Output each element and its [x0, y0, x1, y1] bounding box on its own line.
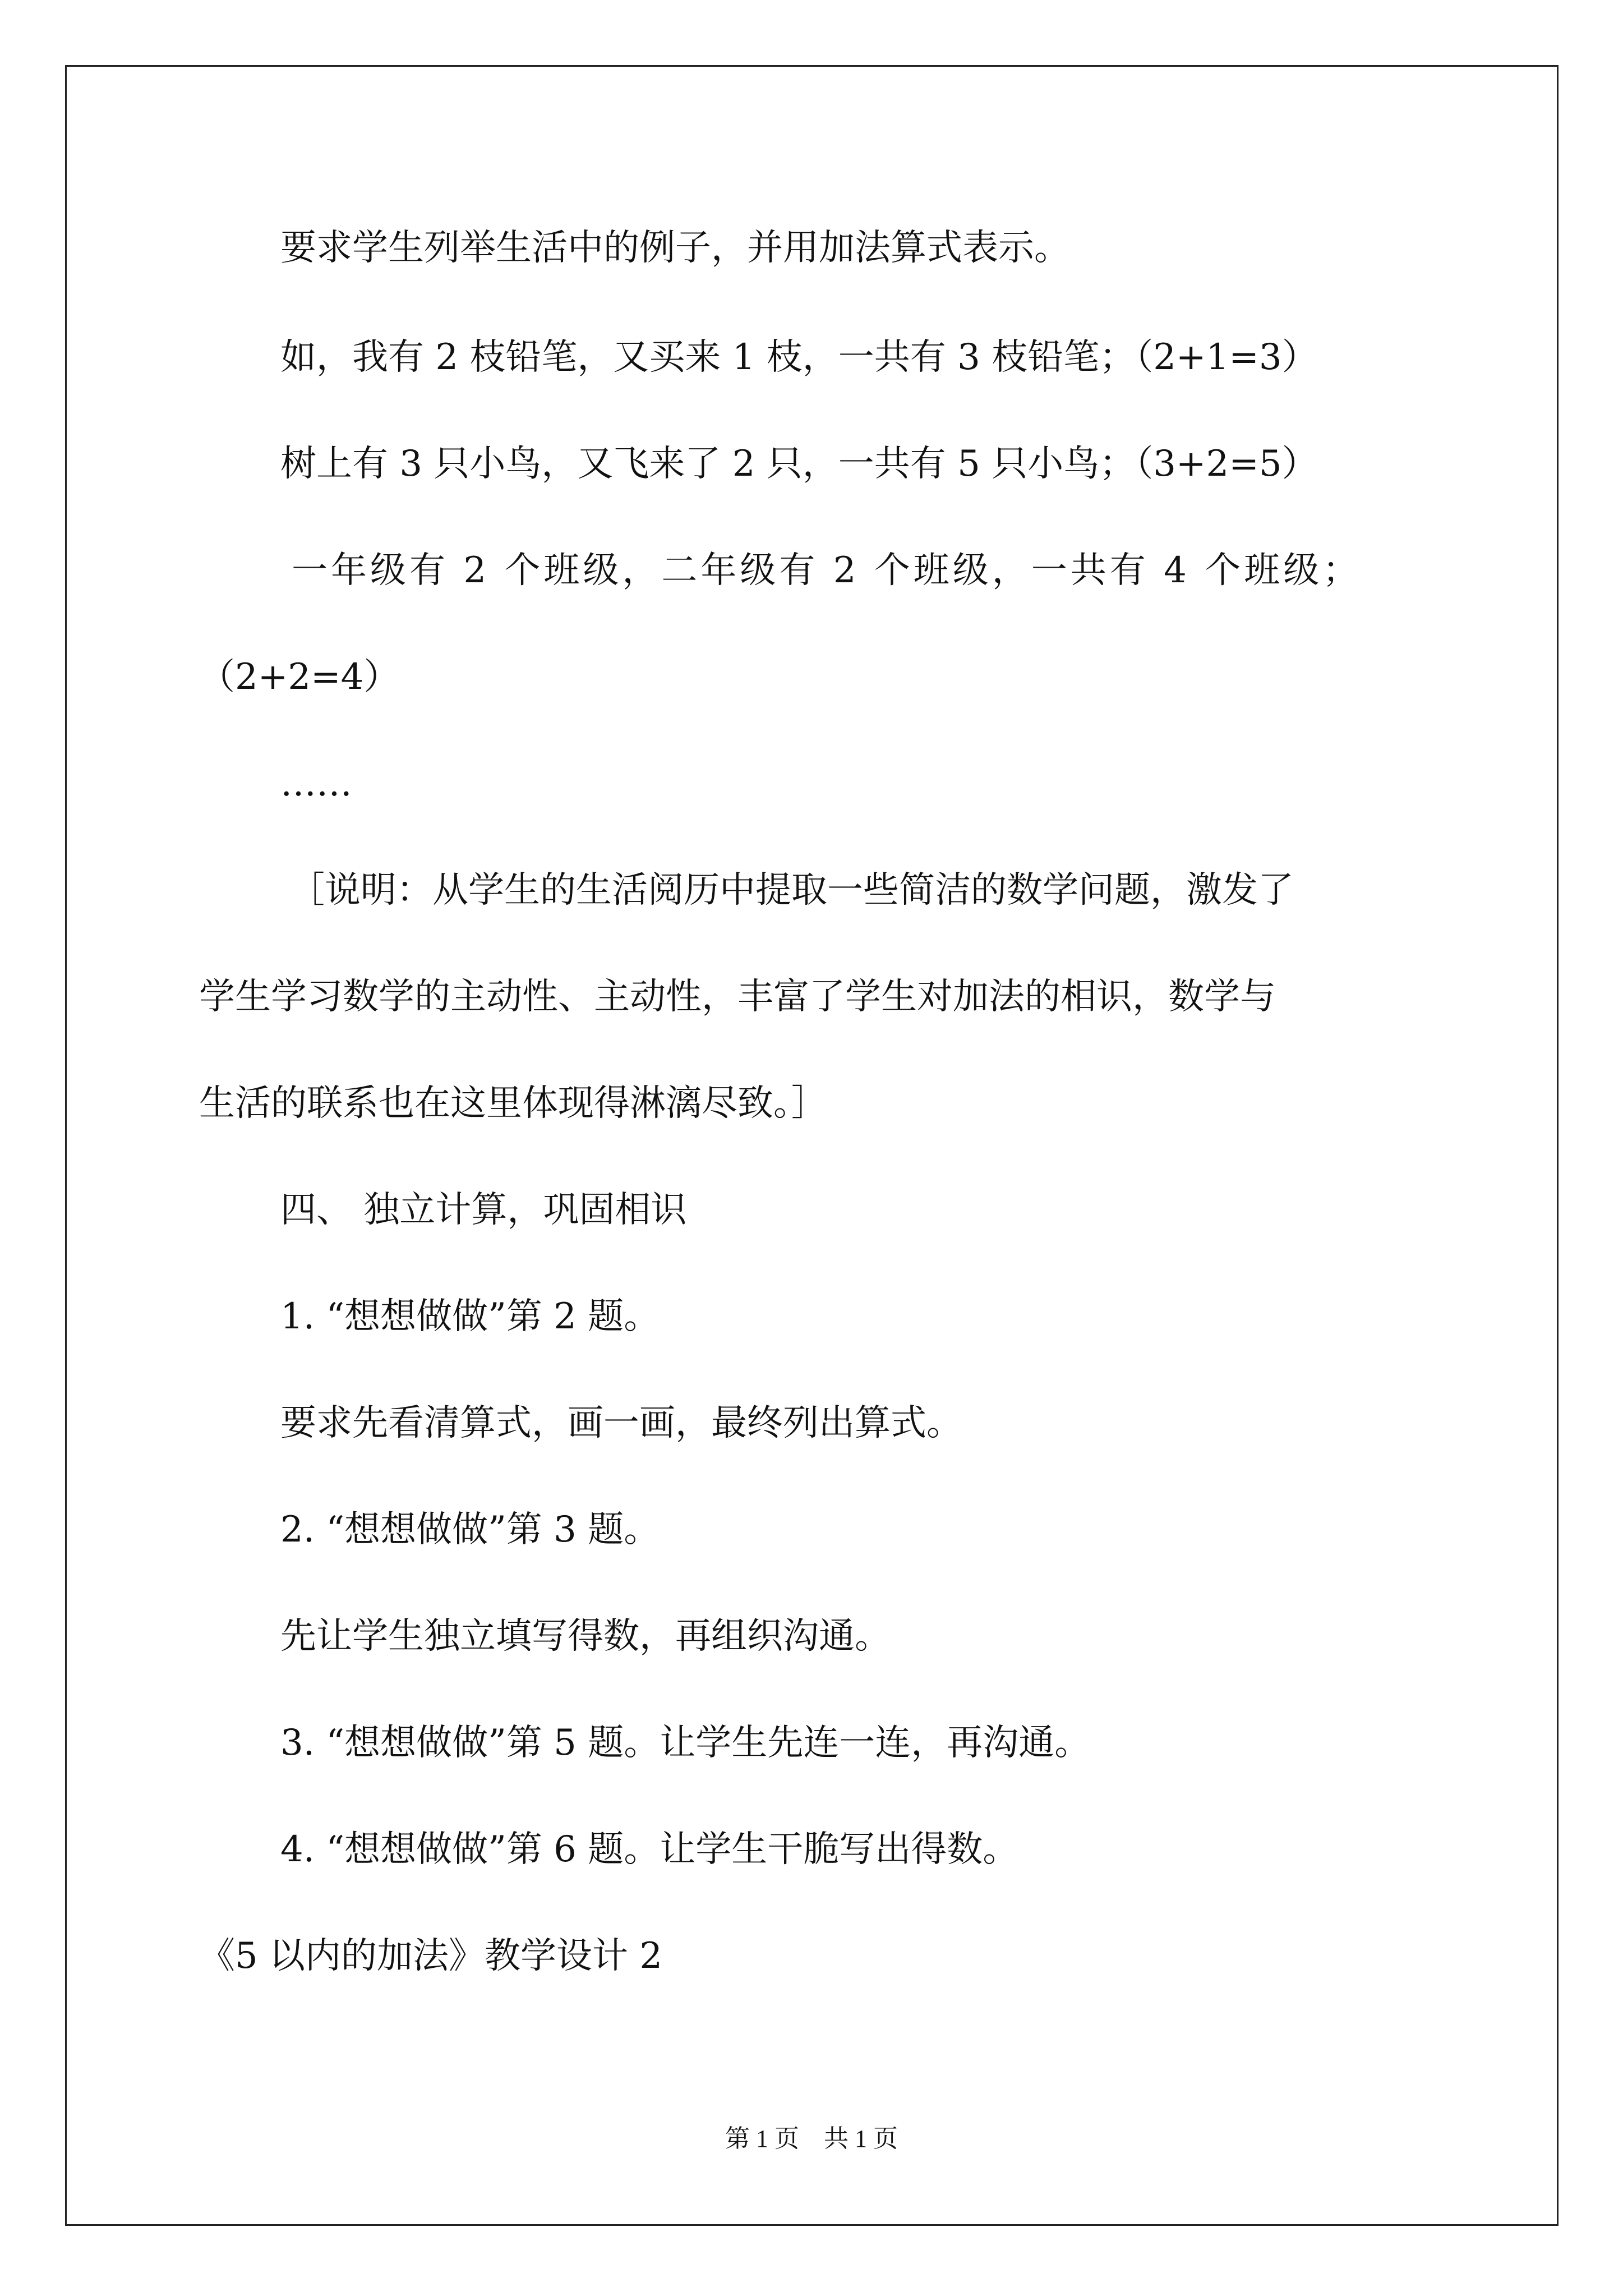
text-line: 树上有 3 只小鸟，又飞来了 2 只，一共有 5 只小鸟；（3+2=5）	[280, 443, 1318, 485]
text-line: 如，我有 2 枝铅笔，又买来 1 枝，一共有 3 枝铅笔；（2+1=3）	[280, 337, 1318, 378]
text-line: 先让学生独立填写得数，再组织沟通。	[280, 1616, 891, 1657]
text-line: （2+2=4）	[199, 656, 400, 698]
page-border	[65, 65, 1559, 2226]
ellipsis: ……	[280, 763, 352, 804]
text-line: 要求先看清算式，画一画，最终列出算式。	[280, 1402, 962, 1444]
text-line: 要求学生列举生活中的例子，并用加法算式表示。	[280, 227, 1070, 269]
section-heading: 四、 独立计算，巩固相识	[280, 1189, 687, 1231]
text-line: 一年级有 2 个班级，二年级有 2 个班级，一共有 4 个班级；	[292, 550, 1362, 591]
text-line: 3. “想想做做”第 5 题。让学生先连一连，再沟通。	[280, 1722, 1091, 1764]
text-line: 学生学习数学的主动性、主动性，丰富了学生对加法的相识，数学与	[199, 976, 1276, 1018]
text-line: 4. “想想做做”第 6 题。让学生干脆写出得数。	[280, 1829, 1019, 1870]
document-subtitle: 《5 以内的加法》教学设计 2	[199, 1935, 663, 1977]
text-line: 2. “想想做做”第 3 题。	[280, 1509, 660, 1550]
text-line: ［说明：从学生的生活阅历中提取一些简洁的数学问题，激发了	[289, 869, 1294, 911]
text-line: 生活的联系也在这里体现得淋漓尽致。］	[199, 1083, 827, 1124]
text-line: 1. “想想做做”第 2 题。	[280, 1296, 660, 1337]
page-footer: 第 1 页 共 1 页	[725, 2125, 898, 2152]
